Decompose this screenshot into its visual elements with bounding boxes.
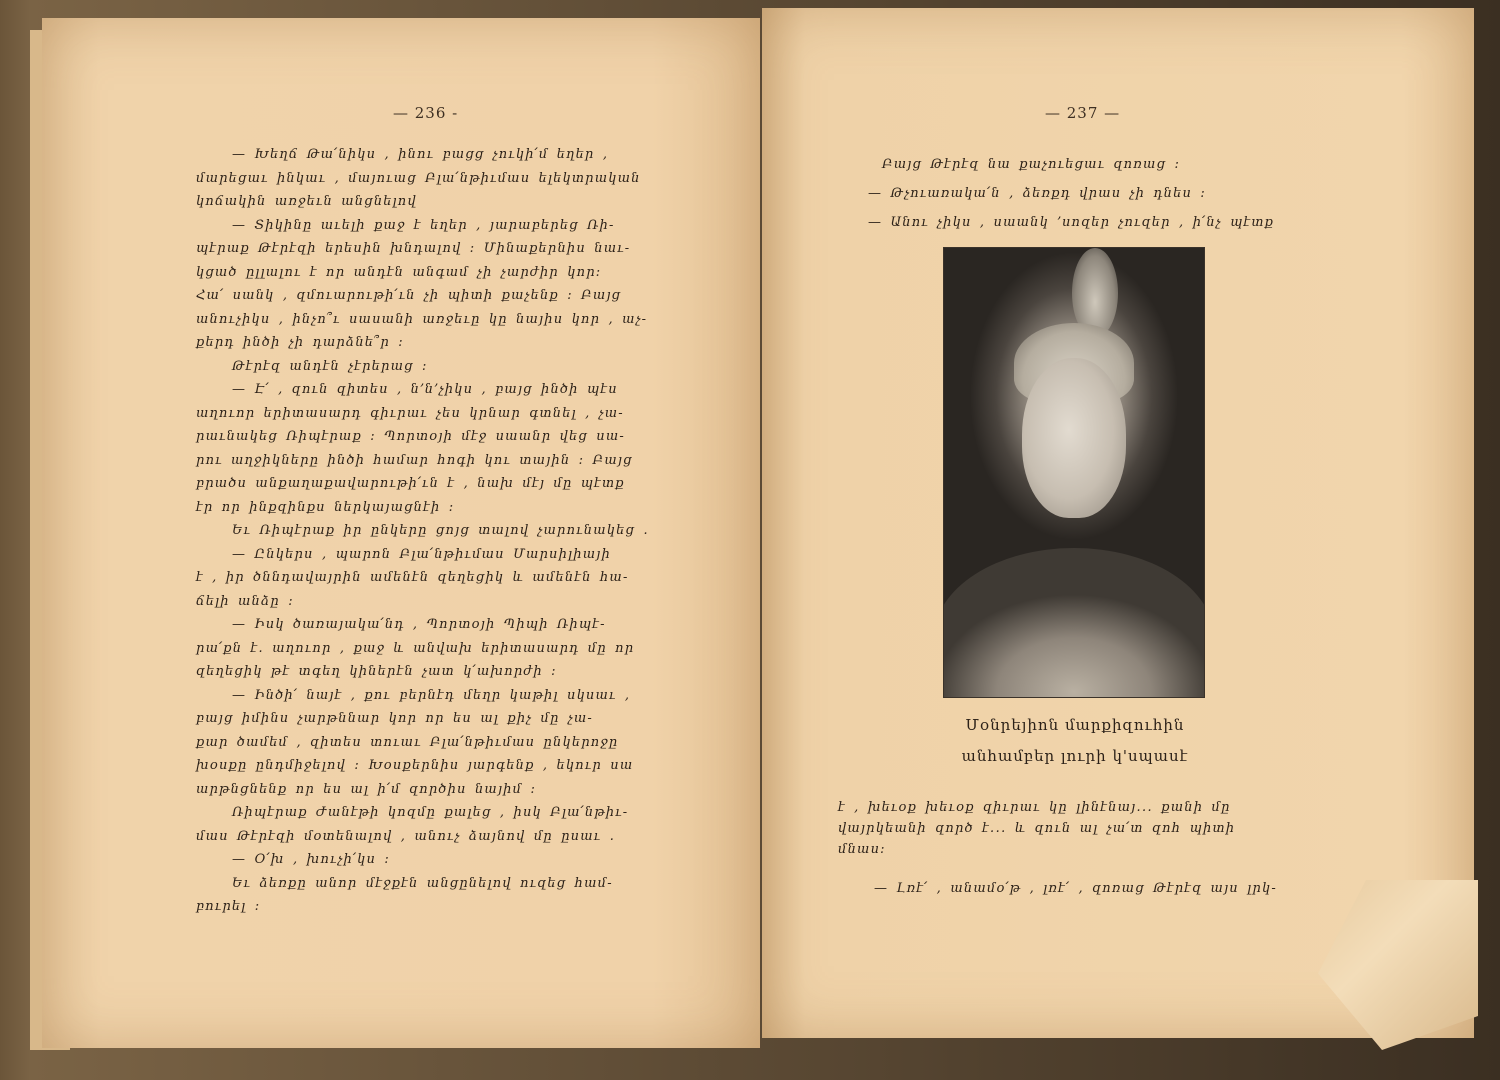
page-number-left: — 236 -	[393, 104, 459, 122]
text-line: քար ծամեմ , զիտես տուաւ Բլա՛նթիւմաս ընկերոջը	[196, 734, 619, 750]
text-line: մաս Թէրէզի մօտենալով , անուչ ձայնով մը ըսաւ ․	[196, 828, 616, 844]
text-line: արթնցնենք որ ես ալ ի՛մ զործիս նայիմ ։	[196, 781, 537, 797]
text-line: բայց իմինս չարթննար կոր որ ես ալ քիչ մը չա-	[196, 711, 593, 726]
text-line: կցած ըլլալու է որ անդէն անգամ չի չարժիր կոր։	[196, 264, 602, 280]
text-line: — Թչուառակա՛ն , ձեռքդ վրաս չի դնես ։	[868, 186, 1206, 201]
text-line: էր որ ինքզինքս ներկայացնէի ։	[196, 499, 455, 515]
text-line: Եւ Ռիպէրաք իր ընկերը ցոյց տալով չարունակեց ․	[232, 523, 649, 538]
page-number-right: — 237 —	[1045, 104, 1121, 122]
left-page-text	[196, 143, 649, 919]
text-line: խօսքը ընդմիջելով ։ Խօսքերնիս յարգենք , եկուր սա	[196, 758, 634, 773]
text-line: րա՛քն է․ աղուոր , քաջ և անվախ երիտասարդ մը որ	[196, 640, 635, 656]
text-line: — Ինծի՛ նայէ , քու բերնէդ մեղր կաթիլ սկսաւ ,	[232, 687, 631, 703]
right-page-bottom-text	[838, 797, 1277, 899]
text-line: — Իսկ ծառայակա՛նդ , Պորտօյի Պիպի Ռիպէ-	[232, 617, 606, 632]
text-line: բուրել ։	[196, 899, 261, 914]
text-line: զեղեցիկ թէ տգեղ կիներէն չատ կ՛ախորժի ։	[196, 664, 557, 679]
text-line: Բայց Թէրէզ նա քաչուեցաւ զոռաց ։	[882, 157, 1181, 172]
text-line: — Լռէ՛ , անամօ՛թ , լռէ՛ , զոռաց Թէրէզ այս լրկ-	[874, 881, 1277, 896]
right-page-top-text	[868, 150, 1274, 237]
text-line: րու աղջիկները ինծի համար հոգի կու տային ։ Բայց	[196, 452, 633, 468]
text-line: մնաս։	[838, 842, 886, 857]
text-line: աղուոր երիտասարդ գիւրաւ չես կրնար գտնել , չա-	[196, 405, 624, 421]
text-line: պէրաք Թէրէզի երեսին խնդալով ։ Մինաքերնիս նաւ-	[196, 241, 631, 256]
shoulders	[943, 548, 1205, 698]
text-line: Հա՛ սանկ , զմուարութի՛ւն չի պիտի քաչենք ։ Բայց	[196, 288, 622, 303]
text-line: Ռիպէրաք Ժանէթի կոզմը քալեց , իսկ Բլա՛նթիւ-	[232, 805, 629, 820]
text-line: — Ընկերս , պարոն Բլա՛նթիւմաս Մարսիլիայի	[232, 546, 611, 562]
text-line: — Է՛ , զուն զիտես , ն՚ն՚չիկս , բայց ինծի պէս	[232, 382, 618, 397]
text-line: Թէրէզ անդէն չէրերաց ։	[232, 358, 428, 374]
text-line: րաւնակեց Ռիպէրաք ։ Պորտօյի մէջ սաանր վեց սա-	[196, 429, 625, 444]
text-line: — Տիկինը աւելի քաջ է եղեր , յարաբերեց Ռի-	[232, 217, 615, 233]
text-line: մարեցաւ ինկաւ , մայուաց Բլա՛նթիւմաս ելեկտրական	[196, 170, 641, 186]
text-line: բրածս անքաղաքավարութի՛ւն է , նախ մէյ մը պէտք	[196, 476, 625, 491]
text-line: — Օ՛խ , խուչի՛կս ։	[232, 852, 391, 867]
face	[1022, 358, 1126, 518]
text-line: անուչիկս , ինչո՞ւ սասանի առջեւը կը նայիս կոր , աչ-	[196, 311, 648, 327]
photo-caption-line-1: Մօնրեյիոն մարքիզուհին	[965, 716, 1185, 734]
text-line: է , իր ծննդավայրին ամենէն զեղեցիկ և ամենէն հա-	[196, 570, 629, 585]
text-line: վայրկեանի զործ է․․․ և զուն ալ չա՛տ զոհ պիտի	[838, 821, 1236, 836]
text-line: ճելի անձը ։	[196, 593, 294, 609]
text-line: քերդ ինծի չի դարձնե՞ր ։	[196, 335, 404, 350]
photo-caption-line-2: անհամբեր լուրի կ'սպասէ	[961, 747, 1189, 765]
text-line: Եւ ձեռքը անոր մէջքէն անցընելով ուզեց համ-	[232, 875, 613, 891]
text-line: — Խեղճ Թա՛նիկս , ինու բացց չուկի՛մ եղեր ,	[232, 147, 609, 162]
text-line: է , խեւօք խեւօք զիւրաւ կը լինէնայ․․․ քանի մը	[838, 800, 1231, 815]
portrait-photo	[943, 247, 1205, 698]
text-line: — Անու չիկս , սաանկ ՚սոզեր չուզեր , ի՛նչ պէտք	[868, 215, 1275, 230]
text-line: կոճակին առջեւն անցնելով	[196, 194, 417, 209]
